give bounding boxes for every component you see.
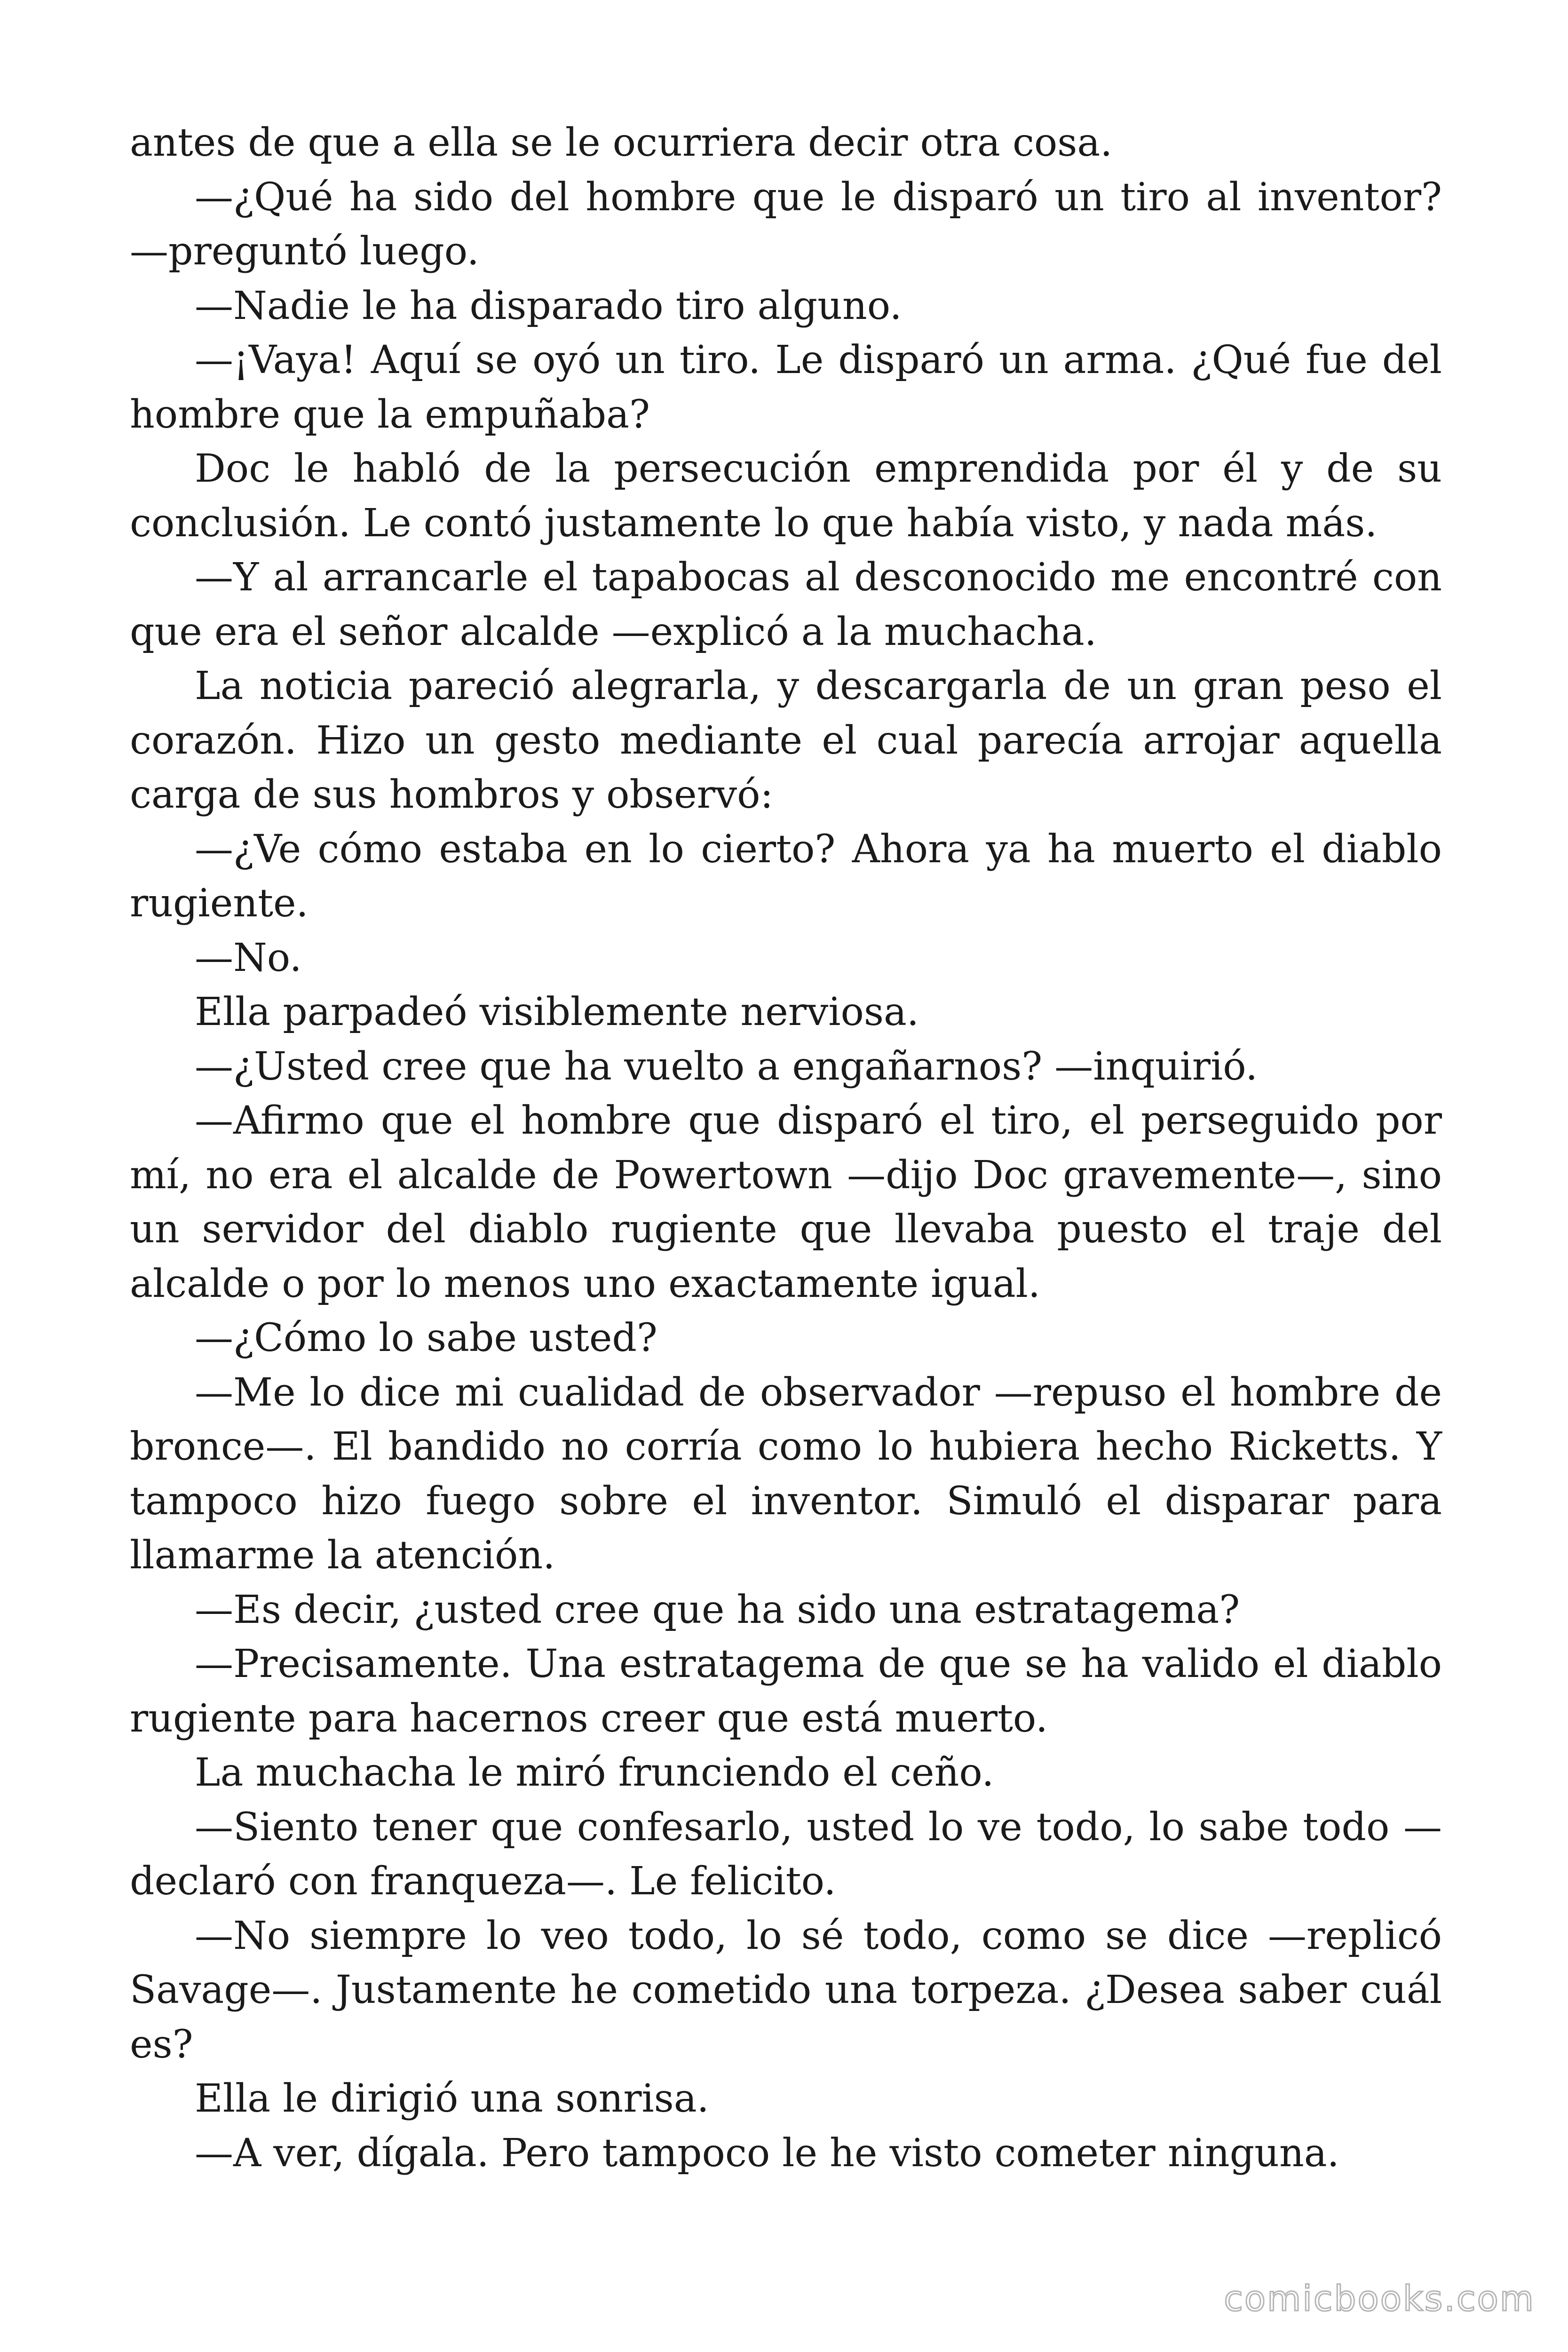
paragraph: —No siempre lo veo todo, lo sé todo, como se dice —replicó Savage—. Justamente he cometido una torpeza. ¿Desea saber cuál es? — [130, 1913, 1442, 2067]
body-text — [130, 116, 1442, 2180]
paragraph: —Es decir, ¿usted cree que ha sido una estratagema? — [195, 1587, 1240, 1632]
paragraph: —Me lo dice mi cualidad de observador —repuso el hombre de bronce—. El bandido no corría como lo hubiera hecho Ricketts. Y tampoco hizo fuego sobre el inventor. Simuló el disparar para llamarme la atención. — [130, 1370, 1442, 1578]
paragraph: —¿Ve cómo estaba en lo cierto? Ahora ya ha muerto el diablo rugiente. — [130, 826, 1442, 926]
paragraph: antes de que a ella se le ocurriera decir otra cosa. — [130, 120, 1113, 165]
paragraph: Doc le habló de la persecución emprendida por él y de su conclusión. Le contó justamente lo que había visto, y nada más. — [130, 446, 1442, 546]
paragraph: —Siento tener que confesarlo, usted lo ve todo, lo sabe todo —declaró con franqueza—. Le felicito. — [130, 1804, 1442, 1904]
paragraph: —A ver, dígala. Pero tampoco le he visto cometer ninguna. — [195, 2130, 1339, 2176]
paragraph: —¿Qué ha sido del hombre que le disparó un tiro al inventor? —preguntó luego. — [130, 175, 1442, 274]
paragraph: La muchacha le miró frunciendo el ceño. — [195, 1750, 994, 1795]
paragraph: —¿Cómo lo sabe usted? — [195, 1316, 657, 1360]
paragraph: —No. — [195, 935, 302, 980]
paragraph: Ella le dirigió una sonrisa. — [195, 2076, 709, 2121]
paragraph: —Nadie le ha disparado tiro alguno. — [195, 283, 902, 328]
paragraph: Ella parpadeó visiblemente nerviosa. — [195, 990, 919, 1034]
paragraph: —Afirmo que el hombre que disparó el tiro, el perseguido por mí, no era el alcalde de Powertown —dijo Doc gravemente—, sino un servidor del diablo rugiente que llevaba puesto el traje del alcalde o por lo menos uno exactamente igual. — [130, 1098, 1442, 1306]
paragraph: —¡Vaya! Aquí se oyó un tiro. Le disparó un arma. ¿Qué fue del hombre que la empuñaba? — [130, 338, 1442, 437]
paragraph: La noticia pareció alegrarla, y descargarla de un gran peso el corazón. Hizo un gesto mediante el cual parecía arrojar aquella carga de sus hombros y observó: — [130, 664, 1442, 817]
paragraph: —Precisamente. Una estratagema de que se ha valido el diablo rugiente para hacernos creer que está muerto. — [130, 1642, 1442, 1741]
paragraph: —¿Usted cree que ha vuelto a engañarnos? —inquirió. — [195, 1044, 1258, 1089]
paragraph: —Y al arrancarle el tapabocas al desconocido me encontré con que era el señor alcalde —explicó a la muchacha. — [130, 555, 1442, 654]
watermark: comicbooks.com — [1224, 2279, 1535, 2319]
